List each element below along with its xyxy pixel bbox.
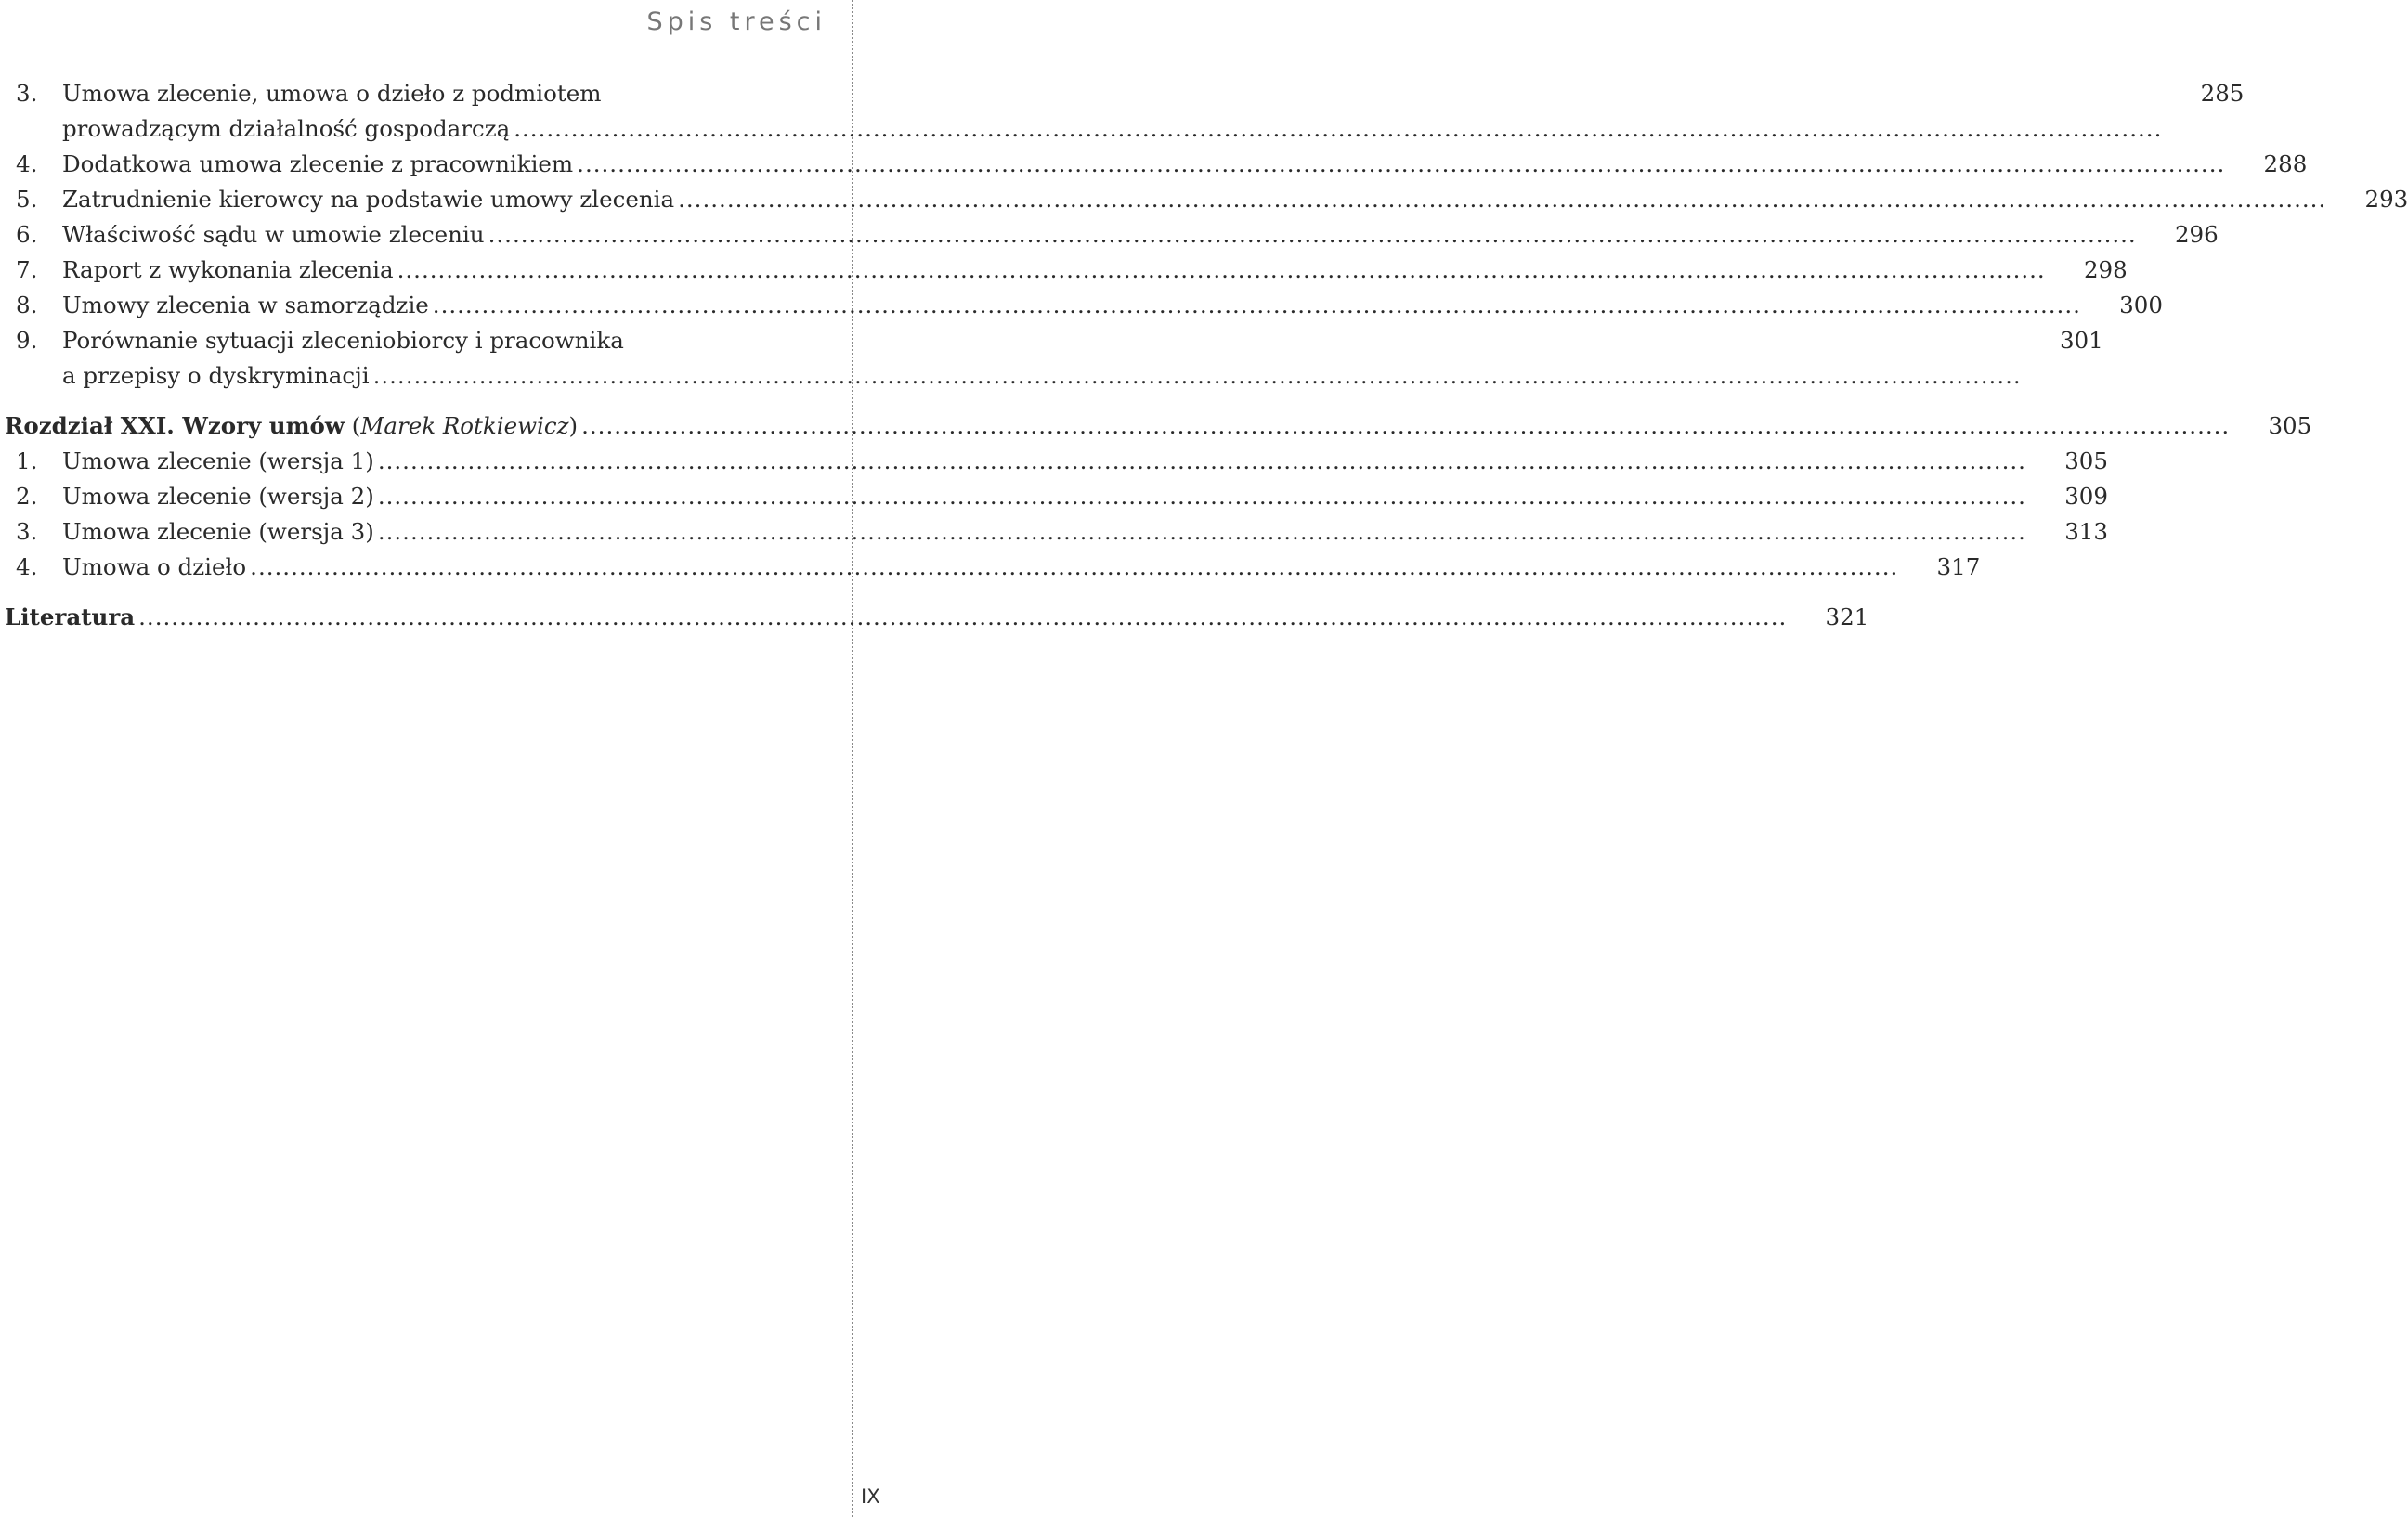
chapter-label: Rozdział XXI. Wzory umów	[5, 412, 345, 439]
toc-entry[interactable]	[5, 479, 2108, 514]
page-number: IX	[861, 1485, 880, 1508]
toc-entry-number: 7.	[16, 256, 38, 283]
dot-leader	[378, 514, 2026, 550]
literature-label: Literatura	[5, 603, 136, 630]
toc-entry-page: 309	[2064, 483, 2108, 510]
dot-leader	[488, 217, 2137, 253]
toc-entry-page: 293	[2364, 186, 2408, 213]
toc-entry-number: 9.	[16, 327, 38, 354]
toc-entry[interactable]	[5, 323, 2103, 394]
toc-entry[interactable]	[5, 182, 2408, 217]
toc-entry-page: 313	[2064, 518, 2108, 545]
chapter-author-paren-open: (	[351, 412, 361, 439]
toc-entry-title-line1: Porównanie sytuacji zleceniobiorcy i pracownika	[62, 327, 624, 354]
toc-chapter-heading[interactable]	[5, 408, 2312, 444]
toc-entry-title: Dodatkowa umowa zlecenie z pracownikiem	[62, 150, 574, 177]
toc-entry[interactable]	[5, 288, 2163, 323]
toc-entry-title: Umowy zlecenia w samorządzie	[62, 292, 429, 318]
toc-entry-title: Właściwość sądu w umowie zleceniu	[62, 221, 485, 248]
dot-leader	[397, 253, 2046, 288]
toc-entry-page: 317	[1936, 553, 1981, 580]
toc-entry-page: 285	[2200, 80, 2245, 107]
toc-entry-title: Raport z wykonania zlecenia	[62, 256, 394, 283]
dot-leader	[514, 111, 2162, 147]
dot-leader	[678, 182, 2326, 217]
toc-entry[interactable]	[5, 444, 2108, 479]
toc-entry-page: 305	[2064, 447, 2108, 474]
toc-entry-title: Umowa zlecenie (wersja 2)	[62, 483, 374, 510]
chapter-author-paren-close: )	[568, 412, 579, 439]
dot-leader	[378, 444, 2026, 479]
toc-entry-page: 301	[2059, 327, 2103, 354]
toc-entry-title: Umowa zlecenie (wersja 1)	[62, 447, 374, 474]
toc-entry-title-line1: Umowa zlecenie, umowa o dzieło z podmiotem	[62, 80, 602, 107]
toc-entry-number: 1.	[16, 447, 38, 474]
toc-entry-page: 298	[2083, 256, 2128, 283]
toc-entry[interactable]	[5, 514, 2108, 550]
toc-chapter-page: 305	[2268, 412, 2312, 439]
toc-entry-number: 3.	[16, 80, 38, 107]
toc-entry-number: 6.	[16, 221, 38, 248]
literature-page: 321	[1825, 603, 1869, 630]
dot-leader	[250, 550, 1898, 585]
table-of-contents	[5, 76, 2408, 635]
toc-entry[interactable]	[5, 253, 2128, 288]
dot-leader	[378, 479, 2026, 514]
dot-leader	[138, 600, 1787, 635]
toc-entry-number: 8.	[16, 292, 38, 318]
dot-leader	[433, 288, 2081, 323]
toc-entry-title-line2: a przepisy o dyskryminacji	[62, 362, 370, 389]
toc-entry-number: 4.	[16, 150, 38, 177]
toc-entry[interactable]	[5, 147, 2308, 182]
toc-literature[interactable]	[5, 600, 1869, 635]
dot-leader	[581, 408, 2230, 444]
toc-entry-number: 5.	[16, 186, 38, 213]
dot-leader	[577, 147, 2225, 182]
toc-entry[interactable]	[5, 550, 1981, 585]
toc-entry-number: 2.	[16, 483, 38, 510]
toc-entry-number: 4.	[16, 553, 38, 580]
toc-entry-title-line2: prowadzącym działalność gospodarczą	[62, 115, 511, 142]
toc-entry-title: Umowa zlecenie (wersja 3)	[62, 518, 374, 545]
toc-entry-number: 3.	[16, 518, 38, 545]
toc-entry-page: 288	[2263, 150, 2308, 177]
toc-entry-title: Zatrudnienie kierowcy na podstawie umowy zlecenia	[62, 186, 675, 213]
toc-entry-title: Umowa o dzieło	[62, 553, 247, 580]
toc-entry[interactable]	[5, 76, 2245, 147]
dot-leader	[373, 358, 2022, 394]
running-head: Spis treści	[646, 7, 827, 36]
toc-entry-page: 296	[2174, 221, 2219, 248]
toc-entry[interactable]	[5, 217, 2219, 253]
toc-entry-page: 300	[2119, 292, 2163, 318]
chapter-author: Marek Rotkiewicz	[360, 412, 569, 439]
